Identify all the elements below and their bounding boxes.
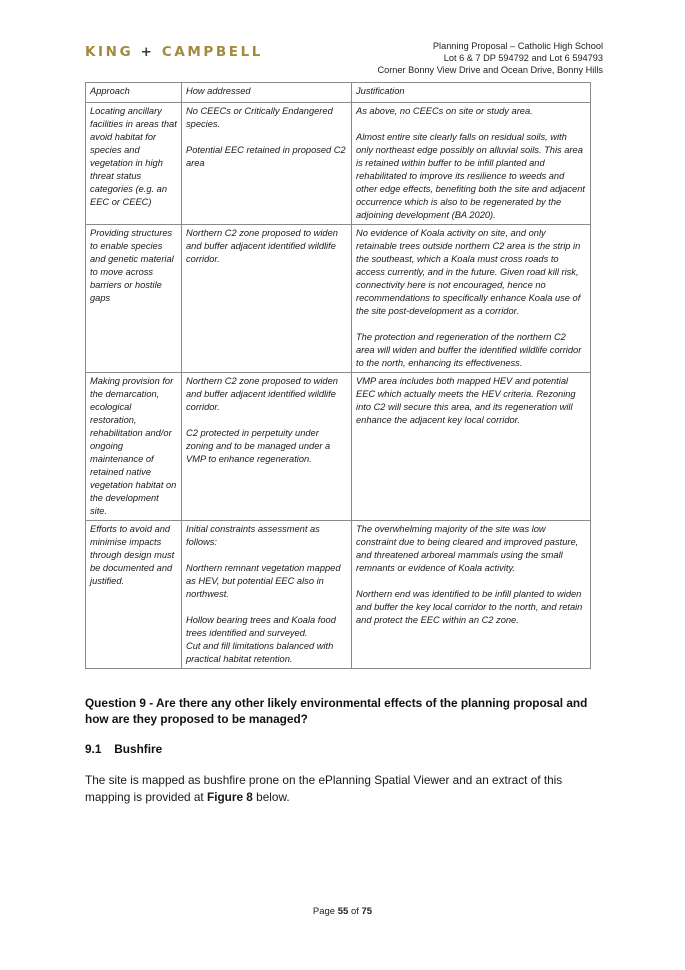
logo-word-campbell: CAMPBELL [161, 44, 264, 60]
justification-paragraph: Almost entire site clearly falls on residual soils, with only northeast edge possibly on alluvial soils. This area is retained within buffer to be infill planted and rehabilitated to improve its resilience to weeds and other edge effects, benefiting both the site and adjacent occurrence which is also to be regenerated by the adjoining development (BA 2020). [356, 132, 585, 220]
table-row [86, 521, 591, 669]
body-paragraph [85, 772, 605, 806]
figure-reference: Figure 8 [206, 790, 253, 804]
cell-justification [352, 225, 591, 373]
table-header-row [86, 83, 591, 103]
question-heading: Question 9 - Are there any other likely environmental effects of the planning proposal and how are they proposed to be managed? [85, 696, 588, 726]
header-approach: Approach [86, 83, 182, 103]
footer-total-pages: 75 [361, 906, 373, 917]
addressed-paragraph: C2 protected in perpetuity under zoning and to be managed under a VMP to enhance regeneration. [186, 428, 331, 464]
cell-approach: Providing structures to enable species and genetic material to move across barriers or hostile gaps [86, 225, 182, 373]
logo-plus-icon: + [140, 44, 155, 60]
header-document-info [377, 40, 603, 76]
addressed-paragraph: Cut and fill limitations balanced with practical habitat retention. [186, 641, 334, 664]
footer-page-number: 55 [337, 906, 349, 917]
cell-how-addressed [182, 373, 352, 521]
logo-word-king: KING [85, 44, 134, 60]
section-heading [85, 742, 162, 756]
body-text-after: below. [252, 790, 290, 804]
cell-approach: Locating ancillary facilities in areas that avoid habitat for species and vegetation in high threat status categories (e.g. an EEC or CEEC) [86, 103, 182, 225]
approach-table [85, 82, 591, 669]
justification-paragraph: Northern end was identified to be infill planted to widen and buffer the key local corridor to the north, and retain and protect the EEC within an C2 zone. [356, 589, 583, 625]
cell-justification [352, 521, 591, 669]
cell-approach: Making provision for the demarcation, ecological restoration, rehabilitation and/or ongoing maintenance of retained native vegetation habitat on the development site. [86, 373, 182, 521]
justification-paragraph: No evidence of Koala activity on site, and only retainable trees outside northern C2 area is the strip in the southeast, which a Koala must cross roads to access currently, and in the future. Given road kill risk, connectivity here is not encouraged, hence no recommendations to specifically enhance Koala use of the site post-development as a corridor. [356, 228, 581, 316]
addressed-paragraph: Potential EEC retained in proposed C2 area [186, 145, 346, 168]
addressed-paragraph: Northern C2 zone proposed to widen and buffer adjacent identified wildlife corridor. [186, 228, 338, 264]
section-number: 9.1 [85, 742, 102, 756]
table-row [86, 373, 591, 521]
table-row [86, 225, 591, 373]
header-doc-title: Planning Proposal – Catholic High School [432, 41, 603, 51]
table-row [86, 103, 591, 225]
justification-paragraph: The overwhelming majority of the site was low constraint due to being cleared and improved pasture, and threatened arboreal mammals using the small remnants or evidence of Koala activity. [356, 524, 579, 573]
header-justification: Justification [352, 83, 591, 103]
header-lot-line: Lot 6 & 7 DP 594792 and Lot 6 594793 [443, 53, 603, 63]
header-address-line: Corner Bonny View Drive and Ocean Drive, Bonny Hills [377, 65, 603, 75]
cell-how-addressed [182, 521, 352, 669]
justification-paragraph: As above, no CEECs on site or study area. [356, 106, 533, 116]
footer-page-word: Page [312, 906, 336, 917]
cell-how-addressed [182, 225, 352, 373]
king-campbell-logo [85, 44, 263, 60]
addressed-paragraph: Hollow bearing trees and Koala food trees identified and surveyed. [186, 615, 336, 638]
cell-how-addressed [182, 103, 352, 225]
justification-paragraph: The protection and regeneration of the northern C2 area will widen and buffer the identified wildlife corridor to the north, enhancing its effectiveness. [356, 332, 582, 368]
addressed-paragraph: Northern C2 zone proposed to widen and buffer adjacent identified wildlife corridor. [186, 376, 338, 412]
addressed-paragraph: Northern remnant vegetation mapped as HEV, but potential EEC also in northwest. [186, 563, 341, 599]
addressed-paragraph: No CEECs or Critically Endangered species. [186, 106, 333, 129]
section-title: Bushfire [114, 742, 163, 756]
cell-justification [352, 373, 591, 521]
addressed-paragraph: Initial constraints assessment as follows: [186, 524, 320, 547]
page-footer [0, 906, 685, 917]
footer-of-word: of [350, 906, 359, 917]
cell-justification [352, 103, 591, 225]
justification-paragraph: VMP area includes both mapped HEV and potential EEC which actually meets the HEV criteria. Rezoning into C2 will secure this area, and its regeneration will enhance the adjacent key local corridor. [356, 376, 576, 425]
header-how-addressed: How addressed [182, 83, 352, 103]
page-header [85, 40, 603, 80]
body-text-before: The site is mapped as bushfire prone on the ePlanning Spatial Viewer and an extract of this mapping is provided at [85, 773, 563, 804]
cell-approach: Efforts to avoid and minimise impacts through design must be documented and justified. [86, 521, 182, 669]
